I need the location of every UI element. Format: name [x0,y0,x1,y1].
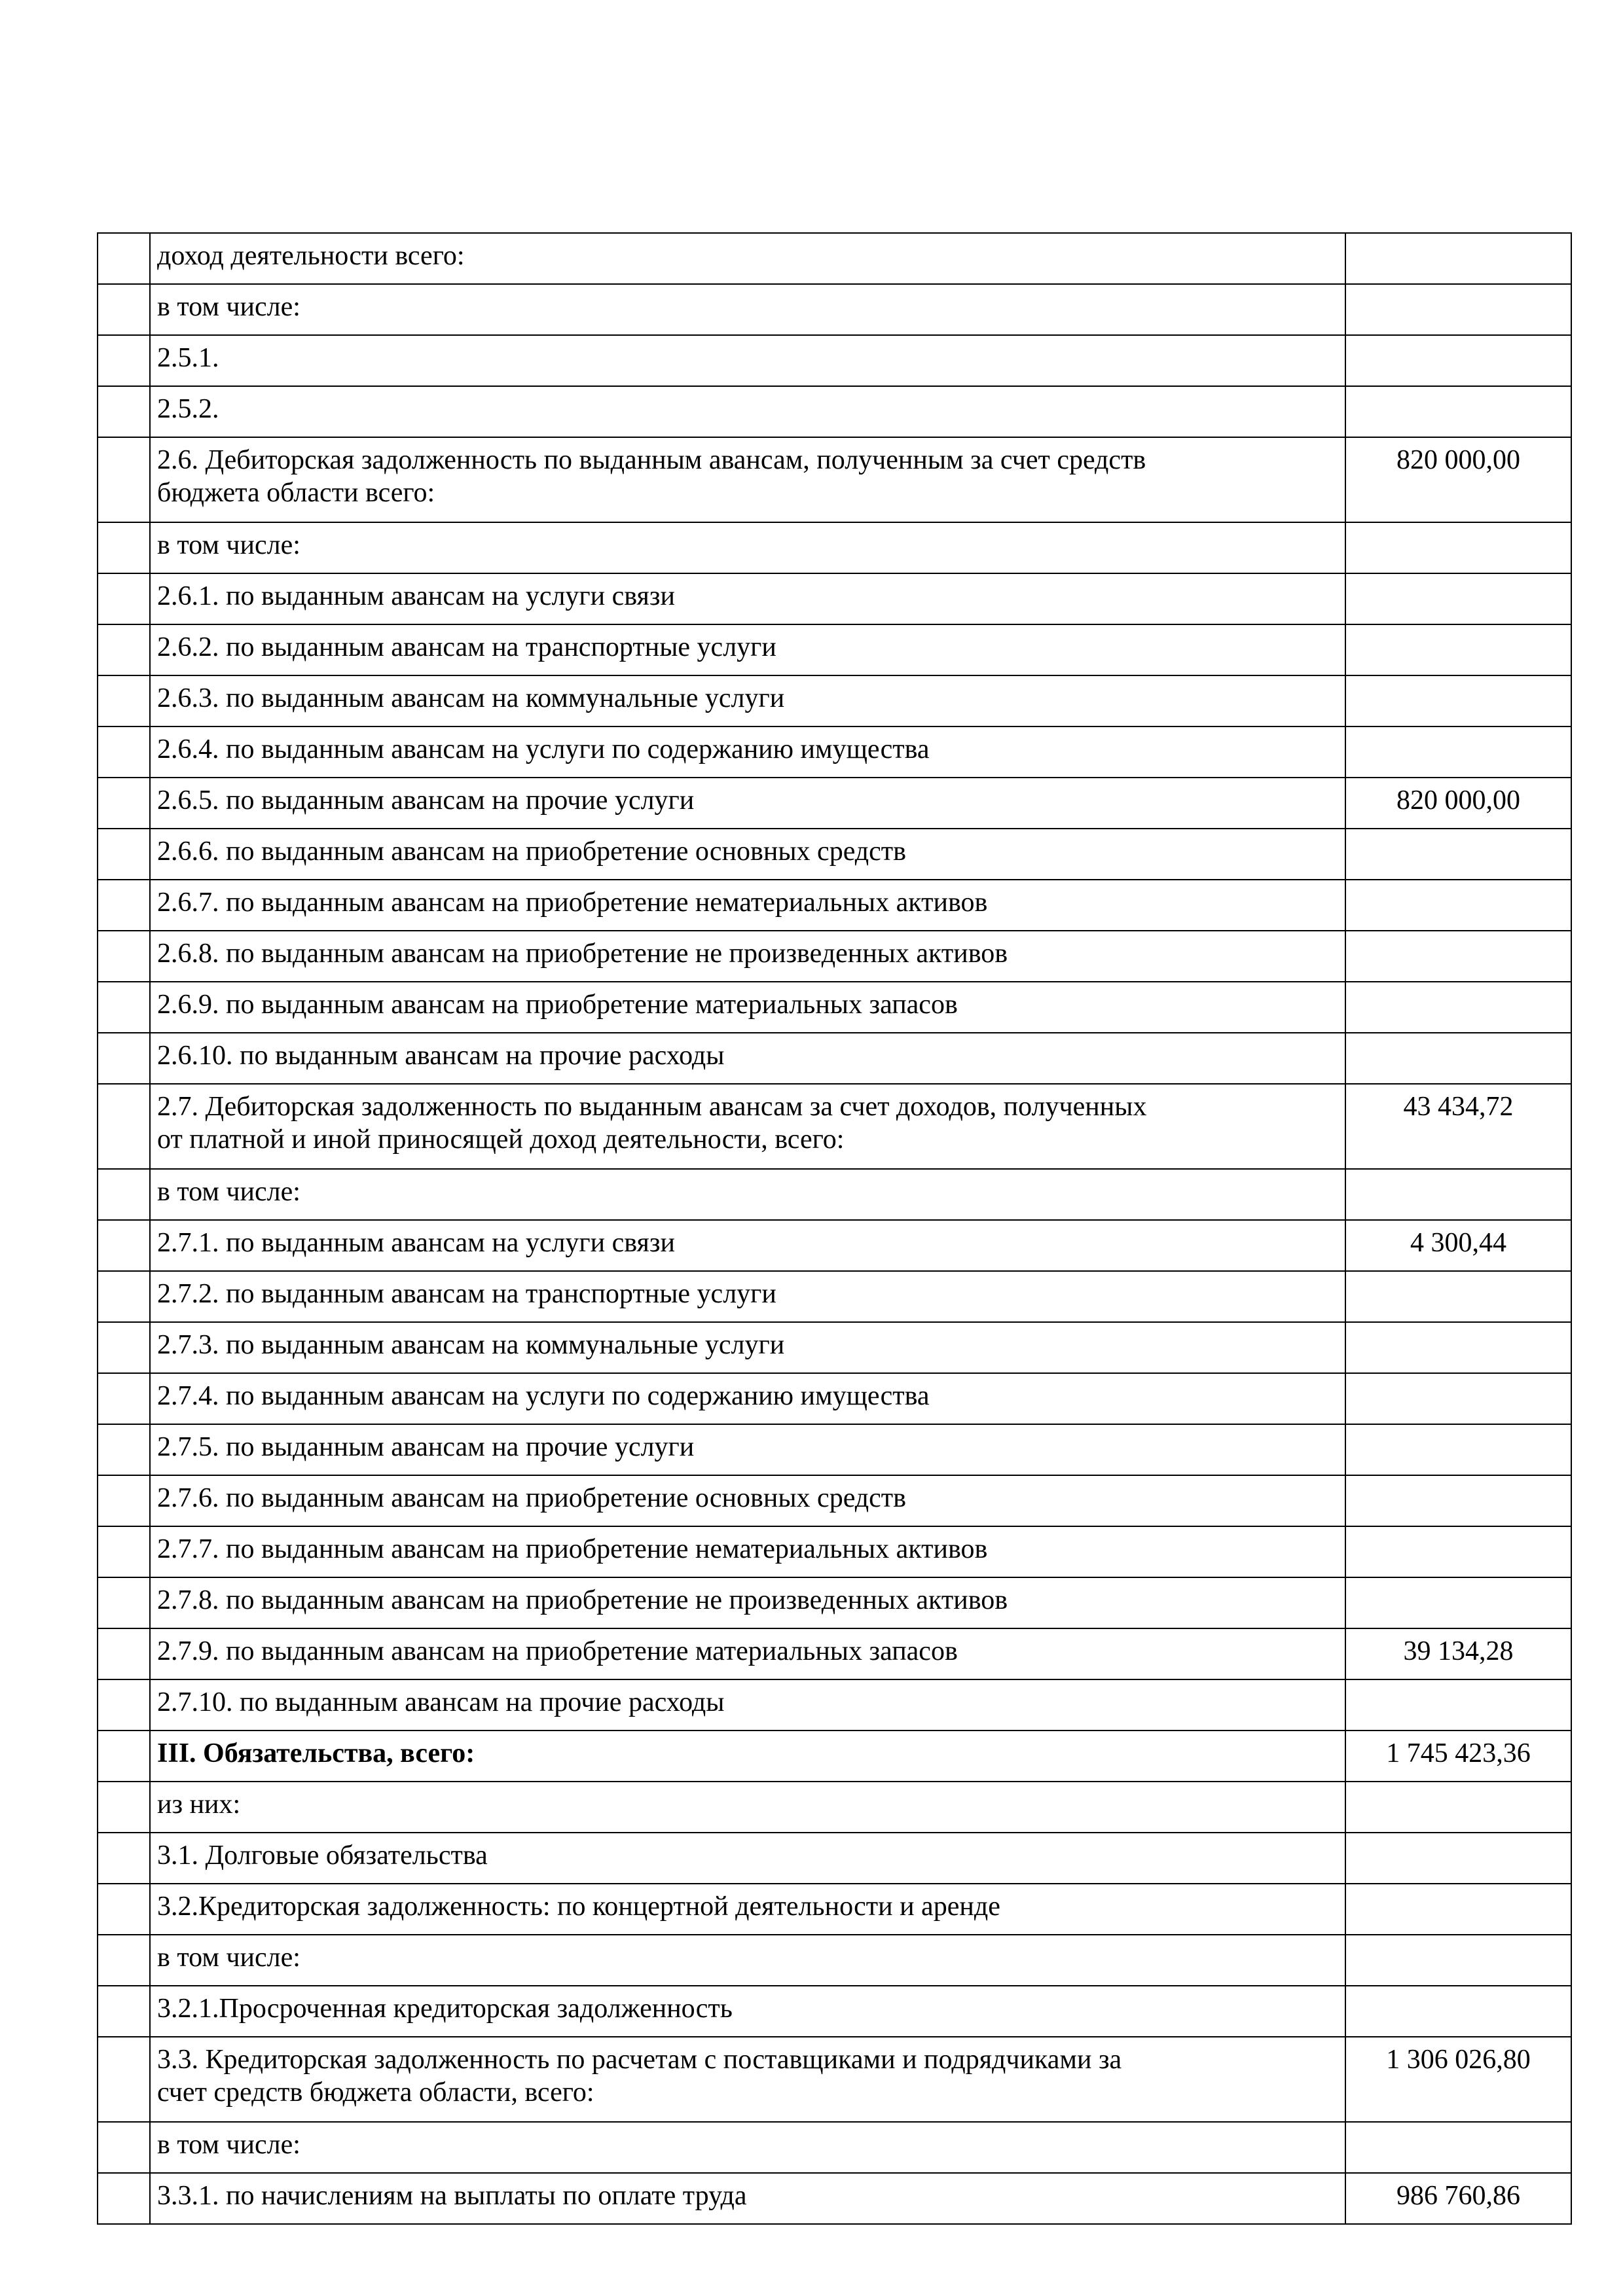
row-value-cell [1345,1271,1571,1322]
row-number-cell [98,1220,150,1271]
row-name-text: в том числе: [157,292,301,322]
row-value-cell [1345,1220,1571,1271]
row-name-text: 3.3.1. по начислениям на выплаты по оплате труда [157,2181,747,2211]
row-value-cell [1345,1373,1571,1424]
row-name-cell [150,1373,1345,1424]
row-value-text: 43 434,72 [1403,1092,1514,1122]
row-name-cell [150,2037,1345,2122]
row-value-cell [1345,522,1571,573]
row-value-cell [1345,624,1571,675]
row-number-cell [98,1271,150,1322]
row-name-cell [150,1628,1345,1679]
row-value-cell [1345,1986,1571,2037]
row-value-text: 986 760,86 [1396,2181,1520,2211]
row-value-cell [1345,1169,1571,1220]
row-value-cell [1345,2173,1571,2224]
table-row [98,233,1571,284]
row-name-cell [150,1986,1345,2037]
row-value-cell [1345,829,1571,880]
row-name-text: 2.6.7. по выданным авансам на приобретение нематериальных активов [157,888,988,918]
table-row [98,2122,1571,2173]
row-number-cell [98,1731,150,1782]
row-number-cell [98,233,150,284]
row-name-cell [150,1475,1345,1526]
table-row [98,1220,1571,1271]
table-row [98,778,1571,829]
row-value-cell [1345,1731,1571,1782]
row-name-text: 2.7.2. по выданным авансам на транспортные услуги [157,1279,776,1309]
row-number-cell [98,1884,150,1935]
table-row [98,1935,1571,1986]
row-name-text: 2.6.8. по выданным авансам на приобретение не произведенных активов [157,939,1008,969]
row-value-cell [1345,233,1571,284]
row-name-text: 2.6.3. по выданным авансам на коммунальные услуги [157,683,785,713]
row-name-cell [150,1782,1345,1833]
row-value-cell [1345,982,1571,1033]
table-row [98,982,1571,1033]
report-table-body [98,233,1571,2224]
row-value-cell [1345,1782,1571,1833]
row-name-text: 2.7.5. по выданным авансам на прочие услуги [157,1432,695,1462]
table-row [98,386,1571,437]
row-value-text: 4 300,44 [1410,1228,1506,1258]
row-name-cell [150,1271,1345,1322]
table-row [98,1424,1571,1475]
table-row [98,1628,1571,1679]
row-name-text: 2.6.1. по выданным авансам на услуги связи [157,581,675,611]
row-number-cell [98,1475,150,1526]
row-number-cell [98,1935,150,1986]
row-number-cell [98,1322,150,1373]
row-number-cell [98,1526,150,1577]
row-number-cell [98,437,150,522]
table-row [98,829,1571,880]
report-table [97,232,1572,2225]
row-number-cell [98,1577,150,1628]
row-number-cell [98,1424,150,1475]
row-value-cell [1345,675,1571,726]
row-number-cell [98,1373,150,1424]
row-name-cell [150,1322,1345,1373]
row-name-cell [150,1424,1345,1475]
row-name-text: 2.7.8. по выданным авансам на приобретение не произведенных активов [157,1585,1008,1615]
row-value-text: 820 000,00 [1396,785,1520,816]
row-value-cell [1345,1884,1571,1935]
table-row [98,1884,1571,1935]
row-name-cell [150,437,1345,522]
row-number-cell [98,335,150,386]
row-value-cell [1345,880,1571,931]
table-row [98,1084,1571,1169]
row-number-cell [98,2037,150,2122]
row-value-cell [1345,1322,1571,1373]
row-number-cell [98,2122,150,2173]
row-value-cell [1345,2122,1571,2173]
row-name-cell [150,2173,1345,2224]
row-number-cell [98,880,150,931]
row-name-text: 2.7.3. по выданным авансам на коммунальные услуги [157,1330,785,1360]
row-value-cell [1345,1935,1571,1986]
row-name-cell [150,1526,1345,1577]
row-name-cell [150,982,1345,1033]
row-name-cell [150,880,1345,931]
row-name-text: в том числе: [157,1177,301,1207]
table-row [98,1679,1571,1731]
row-name-cell [150,1679,1345,1731]
row-name-text: 2.7.6. по выданным авансам на приобретение основных средств [157,1483,906,1513]
row-value-cell [1345,1679,1571,1731]
row-name-cell [150,335,1345,386]
row-number-cell [98,2173,150,2224]
row-name-cell [150,778,1345,829]
row-number-cell [98,1782,150,1833]
row-name-cell [150,284,1345,335]
row-number-cell [98,726,150,778]
row-number-cell [98,522,150,573]
row-name-cell [150,726,1345,778]
row-value-text: 1 745 423,36 [1386,1738,1531,1768]
row-name-cell [150,1884,1345,1935]
row-value-cell [1345,2037,1571,2122]
row-name-text: 2.5.1. [157,343,219,373]
row-name-cell [150,2122,1345,2173]
row-name-cell [150,233,1345,284]
row-value-text: 39 134,28 [1403,1636,1514,1666]
table-row [98,880,1571,931]
table-row [98,1577,1571,1628]
row-number-cell [98,386,150,437]
row-name-cell [150,1577,1345,1628]
table-row [98,2037,1571,2122]
row-name-text: III. Обязательства, всего: [157,1738,475,1768]
row-name-cell [150,931,1345,982]
row-name-cell [150,1033,1345,1084]
row-number-cell [98,1628,150,1679]
table-row [98,522,1571,573]
row-number-cell [98,1679,150,1731]
row-name-cell [150,829,1345,880]
row-value-text: 1 306 026,80 [1386,2045,1531,2075]
table-row [98,1475,1571,1526]
row-name-text: 2.5.2. [157,394,219,424]
table-row [98,2173,1571,2224]
table-row [98,573,1571,624]
row-value-cell [1345,437,1571,522]
row-value-cell [1345,1628,1571,1679]
row-value-cell [1345,1033,1571,1084]
row-number-cell [98,829,150,880]
row-name-cell [150,1935,1345,1986]
table-row [98,931,1571,982]
table-row [98,624,1571,675]
row-value-cell [1345,1833,1571,1884]
row-name-text: 2.7.9. по выданным авансам на приобретение материальных запасов [157,1636,958,1666]
row-value-text: 820 000,00 [1396,445,1520,475]
row-number-cell [98,982,150,1033]
row-number-cell [98,675,150,726]
row-value-cell [1345,1475,1571,1526]
table-row [98,335,1571,386]
row-name-text: 3.2.Кредиторская задолженность: по концертной деятельности и аренде [157,1892,1000,1922]
row-value-cell [1345,1526,1571,1577]
table-row [98,1271,1571,1322]
row-name-cell [150,573,1345,624]
row-name-text: в том числе: [157,1943,301,1973]
row-name-text: 2.7.1. по выданным авансам на услуги связи [157,1228,675,1258]
row-name-text: 2.7.10. по выданным авансам на прочие расходы [157,1687,725,1717]
row-name-text: 2.6.10. по выданным авансам на прочие расходы [157,1041,725,1071]
row-number-cell [98,1986,150,2037]
row-number-cell [98,1033,150,1084]
row-name-text: 3.2.1.Просроченная кредиторская задолженность [157,1994,733,2024]
row-number-cell [98,1169,150,1220]
row-name-text: в том числе: [157,2130,301,2160]
row-number-cell [98,624,150,675]
row-name-cell [150,624,1345,675]
row-value-cell [1345,1424,1571,1475]
row-name-text: 2.6.9. по выданным авансам на приобретение материальных запасов [157,990,958,1020]
row-name-text: доход деятельности всего: [157,241,465,271]
row-name-cell [150,1169,1345,1220]
row-name-cell [150,522,1345,573]
row-name-text: 2.6. Дебиторская задолженность по выданным авансам, полученным за счет средств бюджета области всего: [157,445,1146,508]
row-name-text: 2.6.6. по выданным авансам на приобретение основных средств [157,836,906,867]
row-value-cell [1345,778,1571,829]
row-name-cell [150,675,1345,726]
table-row [98,675,1571,726]
row-value-cell [1345,726,1571,778]
row-number-cell [98,1833,150,1884]
row-number-cell [98,778,150,829]
row-name-cell [150,1084,1345,1169]
row-name-text: из них: [157,1789,241,1820]
row-name-text: 2.7. Дебиторская задолженность по выданным авансам за счет доходов, полученных от платной и иной приносящей доход деятельности, всего: [157,1092,1147,1155]
table-row [98,1986,1571,2037]
row-name-cell [150,1220,1345,1271]
table-row [98,1526,1571,1577]
row-number-cell [98,573,150,624]
row-value-cell [1345,573,1571,624]
row-number-cell [98,931,150,982]
table-row [98,1782,1571,1833]
row-number-cell [98,1084,150,1169]
row-number-cell [98,284,150,335]
table-row [98,726,1571,778]
row-value-cell [1345,931,1571,982]
row-name-text: 2.7.7. по выданным авансам на приобретение нематериальных активов [157,1534,988,1564]
row-name-cell [150,1731,1345,1782]
row-name-cell [150,386,1345,437]
row-value-cell [1345,335,1571,386]
row-value-cell [1345,284,1571,335]
table-row [98,1373,1571,1424]
row-name-text: 2.6.5. по выданным авансам на прочие услуги [157,785,695,816]
row-name-text: 2.7.4. по выданным авансам на услуги по содержанию имущества [157,1381,930,1411]
table-row [98,1833,1571,1884]
row-name-text: 3.1. Долговые обязательства [157,1840,488,1871]
row-name-text: 2.6.2. по выданным авансам на транспортные услуги [157,632,776,662]
row-name-text: 3.3. Кредиторская задолженность по расчетам с поставщиками и подрядчиками за счет средств бюджета области, всего: [157,2045,1122,2108]
row-name-text: в том числе: [157,530,301,560]
table-row [98,1169,1571,1220]
table-row [98,1033,1571,1084]
table-row [98,284,1571,335]
row-value-cell [1345,386,1571,437]
row-name-cell [150,1833,1345,1884]
table-row [98,1731,1571,1782]
row-name-text: 2.6.4. по выданным авансам на услуги по содержанию имущества [157,734,930,764]
table-row [98,437,1571,522]
row-value-cell [1345,1084,1571,1169]
row-value-cell [1345,1577,1571,1628]
table-row [98,1322,1571,1373]
